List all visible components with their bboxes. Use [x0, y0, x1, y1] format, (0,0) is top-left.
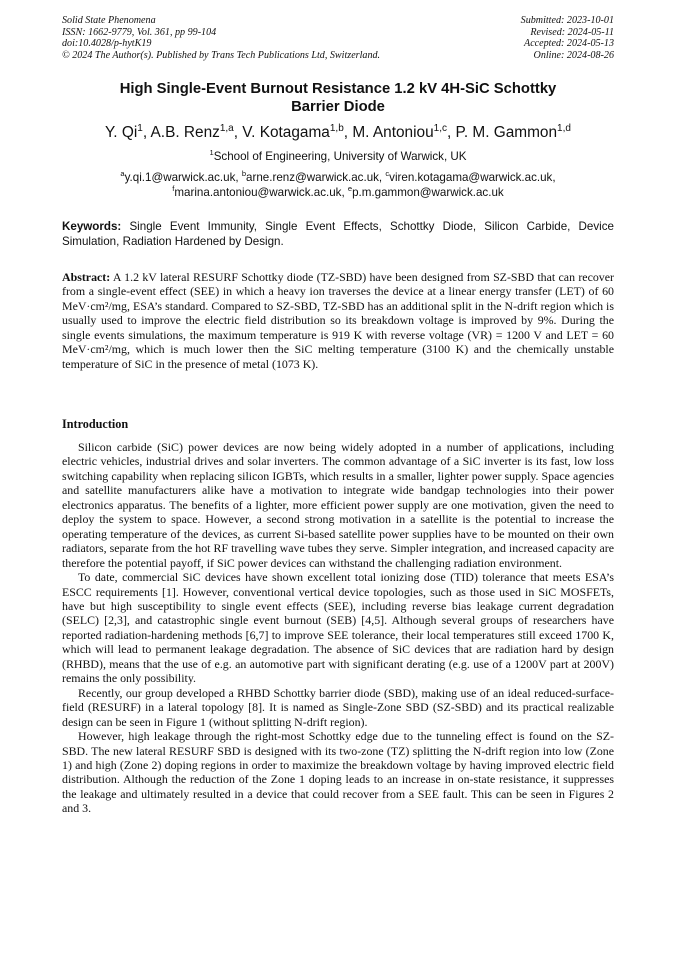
email-link[interactable]: $^e$p.m.gammon@warwick.ac.uk	[347, 183, 504, 199]
title-line-2: Barrier Diode	[291, 98, 385, 115]
affiliation: $^1$School of Engineering, University of Warwick, UK	[209, 148, 467, 163]
author: V. Kotagama$^{1,b}$,	[242, 122, 353, 141]
journal-header	[62, 15, 442, 61]
paper-title	[62, 81, 614, 116]
paragraph: However, high leakage through the right-most Schottky edge due to the tunneling effect is found on the SZ-SBD. The new lateral RESURF SBD is designed with its two-zone (TZ) splitting the N-drift region into low (Zone 1) and high (Zone 2) doping regions in order to maximize the breakdown voltage by having improved electric field distribution. Although the reduction of the Zone 1 doping leads to an increase in on-state resistance, it suppresses the leakage and ultimately resulted in a device that could recover from a SEE fault. This can be seen in Figures 2 and 3.	[62, 729, 614, 816]
email-line-2	[62, 183, 614, 201]
journal-issn: ISSN: 1662-9779, Vol. 361, pp 99-104	[62, 26, 217, 38]
author: Y. Qi$^1$,	[105, 122, 151, 141]
journal-doi: doi:10.4028/p-hytK19	[62, 38, 152, 50]
keywords-text: Single Event Immunity, Single Event Effects, Schottky Diode, Silicon Carbide, Device Simulation, Radiation Hardened by Design.	[62, 220, 614, 248]
abstract-block	[62, 270, 614, 371]
date-accepted: Accepted: 2024-05-13	[524, 38, 614, 50]
paragraph: To date, commercial SiC devices have shown excellent total ionizing dose (TID) tolerance that meets ESA’s ESCC requirements [1]. However, conventional vertical device topologies, such as those used in SiC MOSFETs, have but high susceptibility to single event effects (SEE), including reverse bias leakage current degradation (SELC) [2,3], and catastrophic single event burnout (SEB) [4,5]. Although several groups of researchers have reported radiation-hardening methods [6,7] to improve SEE tolerance, their local temperatures still exceed 1700 K, which will lead to permanent leakage degradation. The absence of SiC devices that are radiation hard by design (RHBD), means that the use of e.g. an automotive part with significant derating (e.g. use of a 1200V part at 200V) remains the only possibility.	[62, 570, 614, 686]
journal-copyright: © 2024 The Author(s). Published by Trans Tech Publications Ltd, Switzerland.	[62, 49, 381, 61]
introduction-body	[62, 440, 614, 816]
paragraph: Silicon carbide (SiC) power devices are now being widely adopted in a number of applications, including electric vehicles, industrial drives and solar inverters. The common advantage of a SiC inverter is its fast, low loss switching capability when replacing silicon IGBTs, which results in a smaller, lighter power supply. Space agencies and satellite manufacturers alike have a motivation to integrate wide bandgap technologies into their power electronics apparatus. The benefits of a lighter, more efficient power supply are one motivation, given the need to deploy the system to space. However, a second strong motivation in a satellite is the potential to increase the operating temperature of the devices, as current Si-based satellite power supplies have to be mounted on their own radiators, separate from the hot RF travelling wave tubes they serve. Simpler integration, and increased capacity are therefore the potential payoff, if SiC power devices can withstand the challenging radiation environment.	[62, 440, 614, 570]
author: A.B. Renz$^{1,a}$,	[150, 122, 243, 141]
section-heading-introduction: Introduction	[62, 417, 129, 431]
keywords-block	[62, 220, 614, 249]
date-revised: Revised: 2024-05-11	[530, 26, 614, 38]
abstract-label: Abstract:	[62, 270, 111, 284]
journal-name: Solid State Phenomena	[62, 15, 156, 26]
email-link[interactable]: $^a$y.qi.1@warwick.ac.uk,	[120, 169, 242, 184]
dates-header	[414, 15, 614, 61]
author-list	[62, 124, 614, 142]
author: P. M. Gammon$^{1,d}$	[455, 122, 571, 141]
email-line-1	[62, 171, 614, 186]
email-list	[62, 171, 614, 200]
email-link[interactable]: $^b$arne.renz@warwick.ac.uk,	[241, 169, 386, 184]
abstract-text: A 1.2 kV lateral RESURF Schottky diode (TZ-SBD) have been designed from SZ-SBD that can recover from a single-event effect (SEE) in which a heavy ion traverses the device at a linear energy transfer (LET) of 60 MeV·cm²/mg, ESA’s standard. Compared to SZ-SBD, TZ-SBD has an additional split in the N-drift region which is usually used to improve the electric field distribution so its breakdown voltage is improved by 9%. During the single events simulations, the maximum temperature is 919 K with reverse voltage (VR) = 1200 V and LET = 60 MeV·cm²/mg, which is much lower then the SiC melting temperature (3100 K) and the chemically unstable temperature of SiC in the presence of metal (1073 K).	[62, 270, 614, 371]
keywords-label: Keywords:	[62, 220, 122, 233]
title-line-1: High Single-Event Burnout Resistance 1.2 kV 4H-SiC Schottky	[119, 81, 557, 97]
email-link[interactable]: $^f$marina.antoniou@warwick.ac.uk,	[172, 183, 348, 199]
author: M. Antoniou$^{1,c}$,	[352, 122, 456, 141]
date-submitted: Submitted: 2023-10-01	[520, 15, 614, 26]
email-link[interactable]: $^c$viren.kotagama@warwick.ac.uk,	[385, 169, 556, 184]
paragraph: Recently, our group developed a RHBD Schottky barrier diode (SBD), making use of an ideal reduced-surface-field (RESURF) in a lateral topology [8]. It is named as Single-Zone SBD (SZ-SBD) and its practical realizable design can be seen in Figure 1 (without splitting N-drift region).	[62, 685, 614, 729]
date-online: Online: 2024-08-26	[533, 49, 614, 61]
